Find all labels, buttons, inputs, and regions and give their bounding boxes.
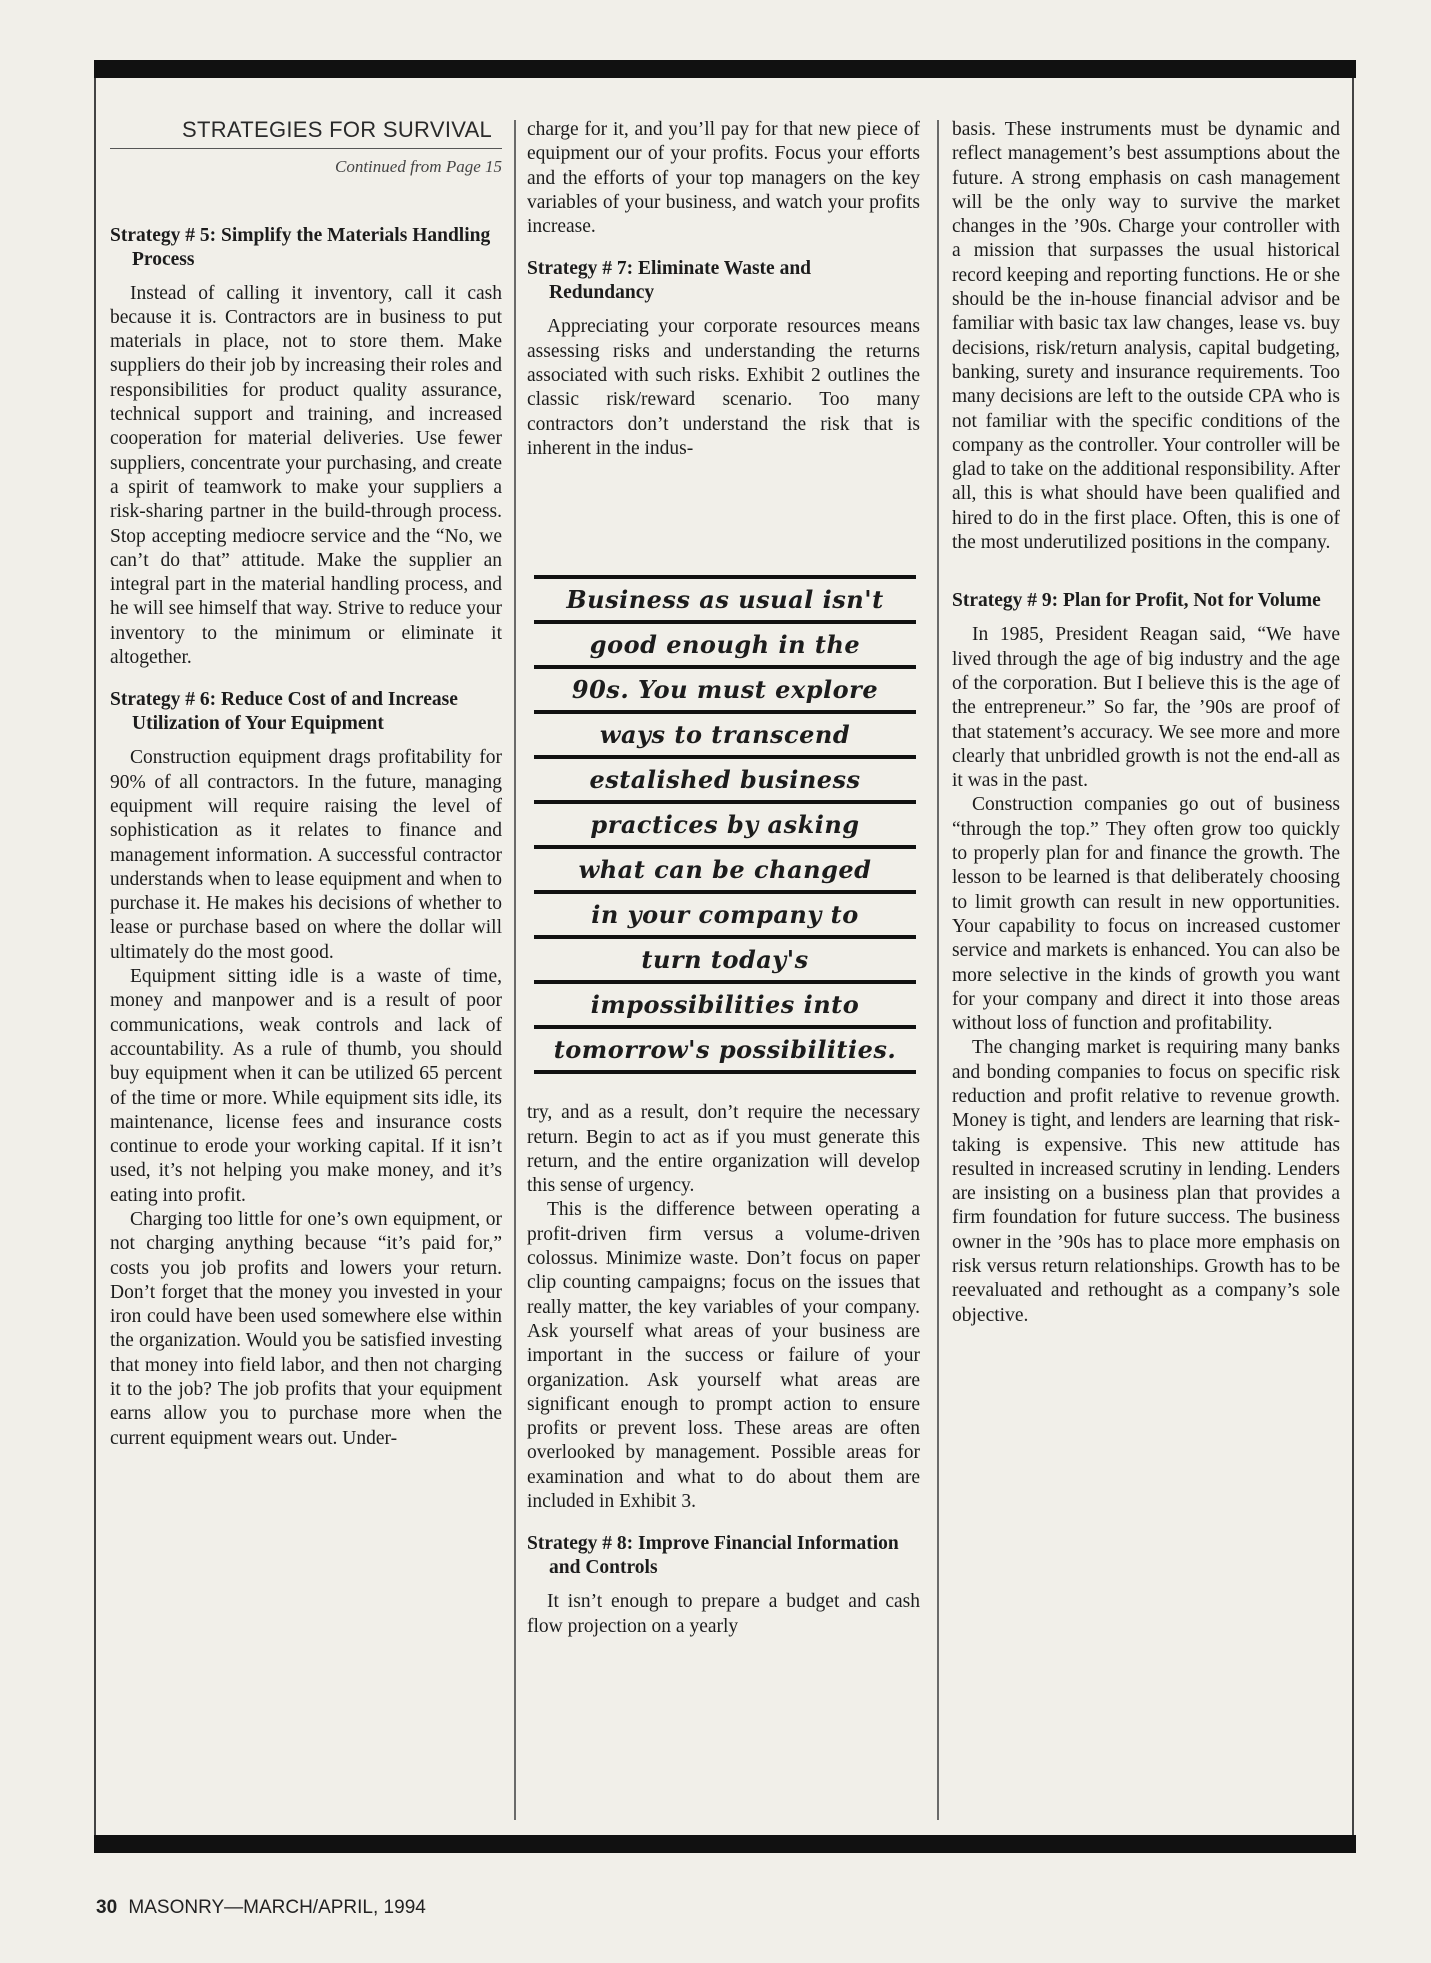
- pull-quote-line: what can be changed: [534, 849, 916, 894]
- bottom-rule-bar: [94, 1835, 1356, 1853]
- paragraph: In 1985, President Reagan said, “We have lived through the age of big industry and the age of the corporation. But I believe this is the age of the entrepreneur.” So far, the ’90s are proof of that statement’s accuracy. We see more and more clearly that unbridled growth is not the end-all as it was in the past.: [952, 624, 1340, 792]
- page-number: 30: [96, 1897, 118, 1918]
- paragraph: It isn’t enough to prepare a budget and cash flow projection on a yearly: [527, 1591, 920, 1637]
- paragraph: basis. These instruments must be dynamic and reflect management’s best assumptions about the future. A strong emphasis on cash management will be the only way to survive the market changes in the ’90s. Charge your controller with a mission that surpasses the usual historical record keeping and reporting functions. He or she should be the in-house financial advisor and be familiar with basic tax law changes, lease vs. buy decisions, risk/return analysis, capital budgeting, banking, surety and insurance requirements. Too many decisions are left to the outside CPA who is not familiar with the specific conditions of the company as the controller. Your controller will be glad to take on the additional responsibility. After all, this is what should have been qualified and hired to do in the first place. Often, this is one of the most underutilized positions in the company.: [952, 119, 1340, 554]
- pull-quote-line: 90s. You must explore: [534, 669, 916, 714]
- paragraph: Equipment sitting idle is a waste of time, money and manpower and is a result of poor communications, weak controls and lack of accountability. As a rule of thumb, you should buy equipment when it can be utilized 65 percent of the time or more. While equipment sits idle, its maintenance, license fees and insurance costs continue to erode your working capital. If it isn’t used, it’s not helping you make money, and it’s eating into profit.: [110, 966, 502, 1206]
- strategy-8-heading: Strategy # 8: Improve Financial Information and Controls: [527, 1533, 899, 1579]
- paragraph: charge for it, and you’ll pay for that new piece of equipment our of your profits. Focus your efforts and the efforts of your top managers on the key variables of your business, and watch your profits increase.: [527, 119, 920, 238]
- pull-quote-line: in your company to: [534, 894, 916, 939]
- strategy-5-heading: Strategy # 5: Simplify the Materials Handling Process: [110, 224, 491, 270]
- paragraph: The changing market is requiring many banks and bonding companies to focus on specific risk reduction and profit relative to revenue growth. Money is tight, and lenders are learning that risk-taking is expensive. This new attitude has resulted in increased scrutiny in lending. Lenders are insisting on a business plan that provides a firm foundation for future success. The business owner in the ’90s has to place more emphasis on risk versus return relationships. Growth has to be reevaluated and rethought as a company’s sole objective.: [952, 1037, 1340, 1326]
- strategy-9-heading: Strategy # 9: Plan for Profit, Not for Volume: [952, 590, 1321, 612]
- column-divider: [514, 120, 516, 1820]
- paragraph: Construction equipment drags profitability for 90% of all contractors. In the future, managing equipment will require raising the level of sophistication as it relates to finance and management information. A successful contractor understands when to lease equipment and when to purchase it. He makes his decisions of whether to lease or purchase based on where the dollar will ultimately do the most good.: [110, 747, 502, 963]
- continued-note: Continued from Page 15: [335, 157, 502, 177]
- section-kicker: STRATEGIES FOR SURVIVAL: [182, 117, 493, 142]
- pull-quote-line: impossibilities into: [534, 984, 916, 1029]
- strategy-6-heading: Strategy # 6: Reduce Cost of and Increase Utilization of Your Equipment: [110, 689, 458, 735]
- pull-quote-line: Business as usual isn't: [534, 575, 916, 624]
- pull-quote-line: practices by asking: [534, 804, 916, 849]
- pull-quote-line: good enough in the: [534, 624, 916, 669]
- column-divider: [937, 120, 939, 1820]
- paragraph: Instead of calling it inventory, call it cash because it is. Contractors are in business to put materials in place, not to store them. Make suppliers do their job by increasing their roles and responsibilities for product quality assurance, technical support and training, and increased cooperation for material deliveries. Use fewer suppliers, concentrate your purchasing, and create a spirit of teamwork to make your suppliers a risk-sharing partner in the build-through process. Stop accepting mediocre service and the “No, we can’t do that” attitude. Make the supplier an integral part in the material handling process, and he will see himself that way. Strive to reduce your inventory to the minimum or eliminate it altogether.: [110, 282, 502, 669]
- pull-quote-line: ways to transcend: [534, 714, 916, 759]
- column-3: [952, 118, 1340, 1328]
- pull-quote-line: tomorrow's possibilities.: [534, 1029, 916, 1074]
- column-1: [110, 118, 502, 1451]
- paragraph: This is the difference between operating a profit-driven firm versus a volume-driven colossus. Minimize waste. Don’t focus on paper clip counting campaigns; focus on the issues that really matter, the key variables of your company. Ask yourself what areas of your business are important in the success or failure of your organization. Ask yourself what areas are significant enough to prompt action to ensure profits or prevent loss. These areas are often overlooked by management. Possible areas for examination and what to do about them are included in Exhibit 3.: [527, 1199, 920, 1513]
- publication-line: MASONRY—MARCH/APRIL, 1994: [128, 1897, 426, 1918]
- pull-quote: [534, 575, 916, 1074]
- top-rule-bar: [94, 60, 1356, 78]
- paragraph: Appreciating your corporate resources means assessing risks and understanding the returns associated with such risks. Exhibit 2 outlines the classic risk/reward scenario. Too many contractors don’t understand the risk that is inherent in the indus-: [527, 316, 920, 459]
- paragraph: Construction companies go out of business “through the top.” They often grow too quickly to properly plan for and finance the growth. The lesson to be learned is that deliberately choosing to limit growth can result in new opportunities. Your capability to focus on increased customer service and markets is enhanced. You can also be more selective in the kinds of growth you want for your company and direct it into those areas without loss of function and profitability.: [952, 794, 1340, 1035]
- pull-quote-line: estalished business: [534, 759, 916, 804]
- page-footer: [96, 1897, 426, 1919]
- pull-quote-line: turn today's: [534, 939, 916, 984]
- paragraph: try, and as a result, don’t require the necessary return. Begin to act as if you must generate this return, and the entire organization will develop this sense of urgency.: [527, 1102, 920, 1197]
- paragraph: Charging too little for one’s own equipment, or not charging anything because “it’s paid for,” costs you job profits and lowers your return. Don’t forget that the money you invested in your iron could have been used somewhere else within the organization. Would you be satisfied investing that money into field labor, and then not charging it to the job? The job profits that your equipment earns allow you to purchase more when the current equipment wears out. Under-: [110, 1208, 502, 1449]
- strategy-7-heading: Strategy # 7: Eliminate Waste and Redundancy: [527, 258, 812, 304]
- kicker-rule: [110, 148, 502, 149]
